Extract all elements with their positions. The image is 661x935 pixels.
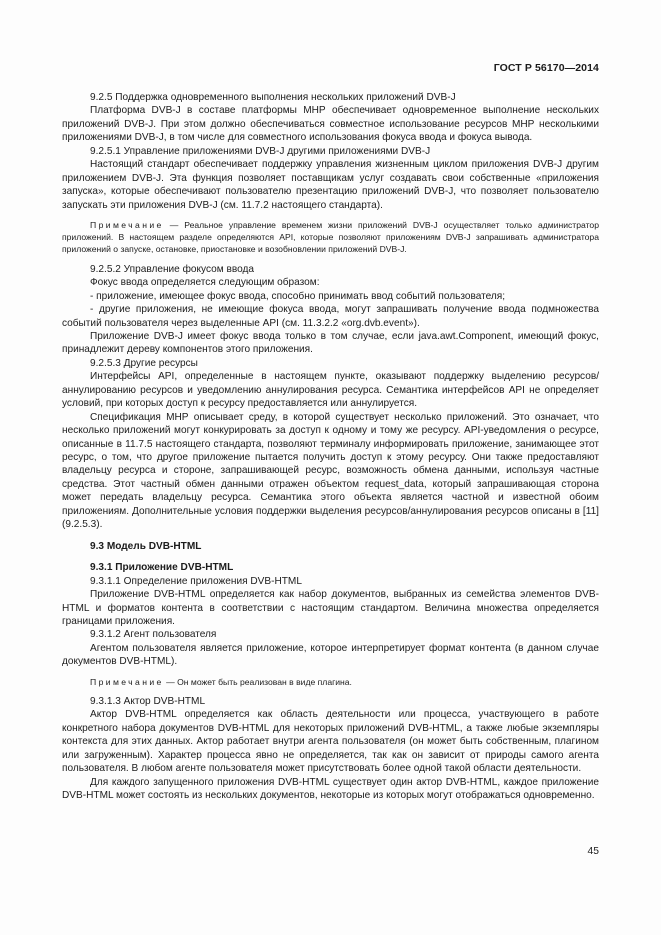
subsection-heading: 9.2.5.3 Другие ресурсы — [90, 357, 198, 369]
list-item: - другие приложения, не имеющие фокуса ввода, могут запрашивать получение ввода подмножества событий пользователя через выделенные API (см. 11.3.2.2 «org.dvb.event»). — [62, 304, 599, 329]
section-heading: 9.3 Модель DVB-HTML — [90, 540, 202, 552]
body-paragraph: Фокус ввода определяется следующим образом: — [90, 277, 320, 289]
note-paragraph — [62, 219, 599, 256]
note-label: Примечание — [90, 220, 164, 231]
body-paragraph: Платформа DVB-J в составе платформы МНР обеспечивает одновременное выполнение нескольких приложений DVB-J. При этом должно обеспечиваться совместное использование ресурсов МНР несколькими приложениями DVB-J, в том числе для совместного использования фокуса ввода и фокуса вывода. — [62, 105, 599, 144]
body-paragraph: Настоящий стандарт обеспечивает поддержку управления жизненным циклом приложения DVB-J другим приложением DVB-J. Эта функция позволяет поставщикам услуг создавать свои собственные «приложения запуска», которые обеспечивают пользователю презентацию приложений DVB-J, что позволяет пользователю запускать эти приложения DVB-J (см. 11.7.2 настоящего стандарта). — [62, 159, 599, 211]
body-paragraph: Актор DVB-HTML определяется как область деятельности или процесса, участвующего в работе конкретного набора документов DVB-HTML для некоторых приложений DVB-HTML, а также любые экземпляры контекста для этих данных. Актор работает внутри агента пользователя (он может быть собственным, плагином или загруженным). Характер процесса явно не определяется, так как он зависит от природы самого агента пользователя. В любом агенте пользователя может присутствовать более одной такой области деятельности. — [62, 709, 599, 775]
subsection-heading: 9.2.5.2 Управление фокусом ввода — [90, 263, 254, 275]
body-paragraph: Агентом пользователя является приложение, которое интерпретирует формат контента (в данном случае документов DVB-HTML). — [62, 642, 599, 668]
body-paragraph: Приложение DVB-J имеет фокус ввода только в том случае, если java.awt.Component, имеющий фокус, принадлежит дереву компонентов этого приложения. — [62, 330, 599, 356]
note-text: — Он может быть реализован в виде плагина. — [163, 676, 352, 687]
standard-header: ГОСТ Р 56170—2014 — [493, 62, 599, 74]
list-item: - приложение, имеющее фокус ввода, способно принимать ввод событий пользователя; — [90, 290, 506, 302]
body-paragraph: Приложение DVB-HTML определяется как набор документов, выбранных из семейства элементов DVB-HTML и форматов контента в соответствии с настоящим стандартом. Величина множества определяется границами приложения. — [62, 589, 599, 628]
subsection-heading: 9.3.1.1 Определение приложения DVB-HTML — [90, 575, 302, 587]
subsection-heading: 9.3.1.2 Агент пользователя — [90, 629, 217, 641]
body-paragraph: Для каждого запущенного приложения DVB-HTML существует один актор DVB-HTML, каждое приложение DVB-HTML может состоять из нескольких документов, некоторые из которых могут отображаться одновременно. — [62, 776, 599, 802]
subsection-heading: 9.2.5.1 Управление приложениями DVB-J другими приложениями DVB-J — [90, 145, 431, 157]
note-paragraph — [62, 676, 599, 688]
subsection-heading: 9.2.5 Поддержка одновременного выполнения нескольких приложений DVB-J — [90, 92, 456, 103]
note-label: Примечание — [90, 676, 164, 687]
page-number: 45 — [587, 846, 599, 857]
body-paragraph: Интерфейсы API, определенные в настоящем пункте, оказывают поддержку выделению ресурсов/аннулированию ресурсов и уведомлению аннулирования ресурса. Семантика интерфейсов API не определяет условий, при которых доступ к ресурсу предоставляется или аннулируется. — [62, 371, 599, 410]
page-content — [62, 91, 599, 803]
subsection-heading: 9.3.1 Приложение DVB-HTML — [90, 562, 234, 574]
note-text: — Реальное управление временем жизни приложений DVB-J осуществляет только администратор приложений. В настоящем разделе определяются API, которые позволяют приложениям DVB-J запрашивать администратора приложений о запуске, остановке, приостановке и возобновлении приложений DVB-J. — [62, 220, 599, 255]
subsection-heading: 9.3.1.3 Актор DVB-HTML — [90, 696, 206, 708]
body-paragraph: Спецификация МНР описывает среду, в которой существует несколько приложений. Это означает, что несколько приложений могут конкурировать за доступ к одному и тому же ресурсу. API-уведомления о ресурсе, описанные в 11.7.5 настоящего стандарта, позволяют терминалу информировать приложение, занимающее этот ресурс, о том, что другое приложение пытается получить доступ к этому ресурсу. Они также предоставляют владельцу ресурса и стороне, запрашивающей ресурс, возможность обмена данными, используя частные средства. Этот частный обмен данными отражен объектом request_data, который запрашивающая сторона может передать владельцу ресурса. Семантика этого объекта является частной и известной обоим приложениям. Дополнительные условия поддержки выделения ресурсов/аннулирования ресурсов описаны в [11] (9.2.5.3). — [62, 411, 599, 531]
